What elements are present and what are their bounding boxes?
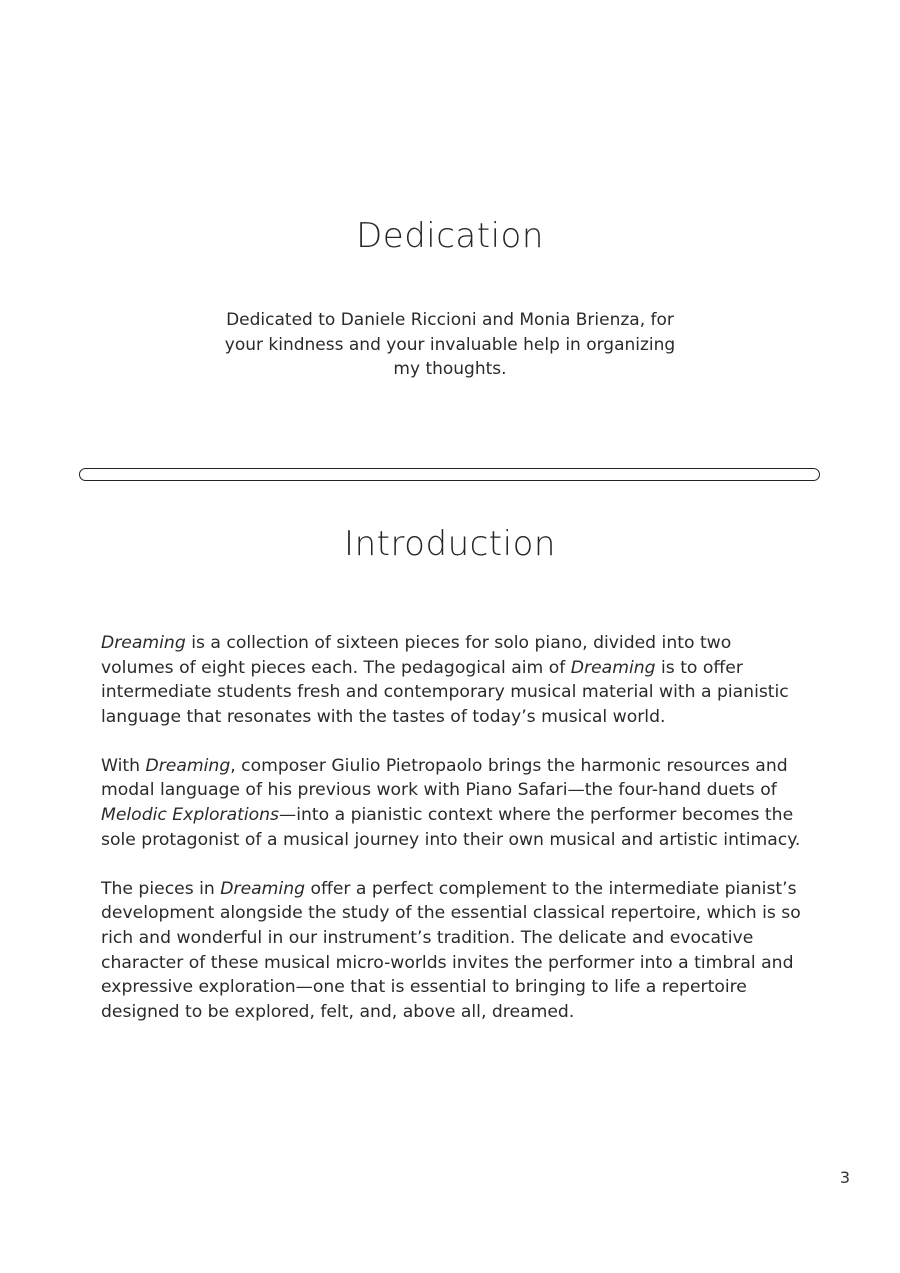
title-dreaming: Dreaming <box>101 633 186 653</box>
intro-p3-text-2: offer a perfect complement to the intermediate pianist’s development alongside the study of the essential classical repertoire, which is so rich and wonderful in our instrument’s tradition. The delicate and evocative character of these musical micro-worlds invites the performer into a timbral and expressive exploration—one that is essential to bringing to life a repertoire designed to be explored, felt, and, above all, dreamed. <box>101 878 801 1022</box>
introduction-heading: Introduction <box>344 524 556 564</box>
section-divider <box>79 468 820 481</box>
title-dreaming: Dreaming <box>570 657 656 678</box>
intro-p2-text-2: , composer Giulio Pietropaolo brings the harmonic resources and modal language of his previous work with Piano Safari—the four-hand duets of <box>101 755 788 801</box>
intro-p2-text-1: With <box>101 755 146 776</box>
page-number: 3 <box>839 1168 850 1187</box>
intro-p1-text-2: is to offer intermediate students fresh and contemporary musical material with a pianistic language that resonates with the tastes of today’s musical world. <box>101 657 789 727</box>
title-dreaming: Dreaming <box>145 755 231 776</box>
intro-paragraph-3 <box>101 877 803 1025</box>
dedication-line-1: Dedicated to Daniele Riccioni and Monia Brienza, for <box>226 310 674 330</box>
title-dreaming: Dreaming <box>220 878 305 899</box>
dedication-heading: Dedication <box>356 216 544 256</box>
intro-p2-text-3: —into a pianistic context where the performer becomes the sole protagonist of a musical journey into their own musical and artistic intimacy. <box>101 805 801 850</box>
introduction-body <box>101 631 803 1049</box>
title-melodic-explorations: Melodic Explorations <box>101 805 280 826</box>
dedication-text <box>200 308 700 382</box>
dedication-line-3: my thoughts. <box>393 359 507 379</box>
dedication-line-2: your kindness and your invaluable help in organizing <box>224 334 676 355</box>
intro-paragraph-1 <box>101 631 803 729</box>
intro-p1-text-1: is a collection of sixteen pieces for solo piano, divided into two volumes of eight pieces each. The pedagogical aim of <box>101 633 732 678</box>
intro-p3-text-1: The pieces in <box>101 878 221 899</box>
intro-paragraph-2 <box>101 754 803 852</box>
